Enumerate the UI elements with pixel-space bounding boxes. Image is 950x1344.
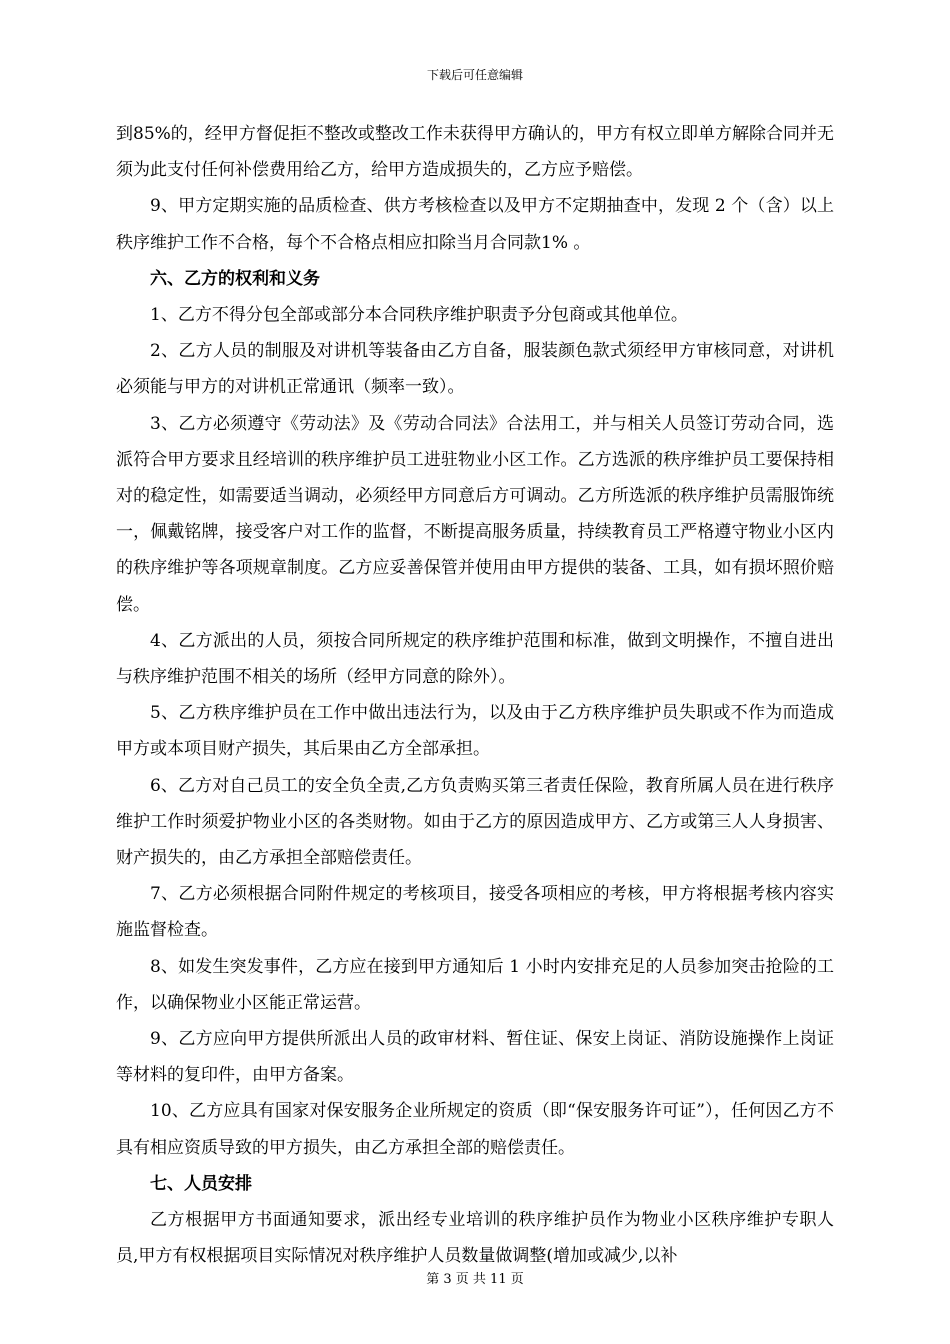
clause-9-quality-check: 9、甲方定期实施的品质检查、供方考核检查以及甲方不定期抽查中，发现 2 个（含）以上秩序维护工作不合格，每个不合格点相应扣除当月合同款1% 。	[116, 196, 834, 253]
section-heading-6: 六、乙方的权利和义务	[150, 268, 320, 289]
clause-8-emergency: 8、如发生突发事件，乙方应在接到甲方通知后 1 小时内安排充足的人员参加突击抢险的工作，以确保物业小区能正常运营。	[116, 956, 834, 1013]
clause-9-documents: 9、乙方应向甲方提供所派出人员的政审材料、暂住证、保安上岗证、消防设施操作上岗证等材料的复印件，由甲方备案。	[116, 1029, 834, 1086]
page-footer: 第 3 页 共 11 页	[426, 1272, 524, 1287]
clause-7-assessment: 7、乙方必须根据合同附件规定的考核项目，接受各项相应的考核，甲方将根据考核内容实施监督检查。	[116, 884, 834, 941]
clause-3-labor-law: 3、乙方必须遵守《劳动法》及《劳动合同法》合法用工，并与相关人员签订劳动合同，选派符合甲方要求且经培训的秩序维护员工进驻物业小区工作。乙方选派的秩序维护员工要保持相对的稳定性，如需要适当调动，必须经甲方同意后方可调动。乙方所选派的秩序维护员需服饰统一，佩戴铭牌，接受客户对工作的监督，不断提高服务质量，持续教育员工严格遵守物业小区内的秩序维护等各项规章制度。乙方应妥善保管并使用由甲方提供的装备、工具，如有损坏照价赔偿。	[116, 413, 834, 615]
paragraph-staffing: 乙方根据甲方书面通知要求，派出经专业培训的秩序维护员作为物业小区秩序维护专职人员,甲方有权根据项目实际情况对秩序维护人员数量做调整(增加或减少,以补	[116, 1210, 834, 1267]
section-heading-7: 七、人员安排	[150, 1173, 252, 1194]
paragraph-continuation: 到85%的，经甲方督促拒不整改或整改工作未获得甲方确认的，甲方有权立即单方解除合同并无须为此支付任何补偿费用给乙方，给甲方造成损失的，乙方应予赔偿。	[116, 124, 834, 181]
clause-1-no-subcontract: 1、乙方不得分包全部或部分本合同秩序维护职责予分包商或其他单位。	[150, 305, 688, 326]
clause-10-qualification: 10、乙方应具有国家对保安服务企业所规定的资质（即“保安服务许可证”），任何因乙方不具有相应资质导致的甲方损失，由乙方承担全部的赔偿责任。	[116, 1101, 834, 1158]
document-body	[116, 116, 834, 1275]
page-header: 下载后可任意编辑	[426, 68, 523, 82]
clause-6-safety: 6、乙方对自己员工的安全负全责,乙方负责购买第三者责任保险，教育所属人员在进行秩序维护工作时须爱护物业小区的各类财物。如由于乙方的原因造成甲方、乙方或第三人人身损害、财产损失的，由乙方承担全部赔偿责任。	[116, 775, 834, 869]
clause-5-liability: 5、乙方秩序维护员在工作中做出违法行为，以及由于乙方秩序维护员失职或不作为而造成甲方或本项目财产损失，其后果由乙方全部承担。	[116, 703, 834, 760]
clause-2-uniforms: 2、乙方人员的制服及对讲机等装备由乙方自备，服装颜色款式须经甲方审核同意，对讲机必须能与甲方的对讲机正常通讯（频率一致）。	[116, 341, 834, 398]
clause-4-conduct: 4、乙方派出的人员，须按合同所规定的秩序维护范围和标准，做到文明操作，不擅自进出与秩序维护范围不相关的场所（经甲方同意的除外）。	[116, 630, 834, 688]
